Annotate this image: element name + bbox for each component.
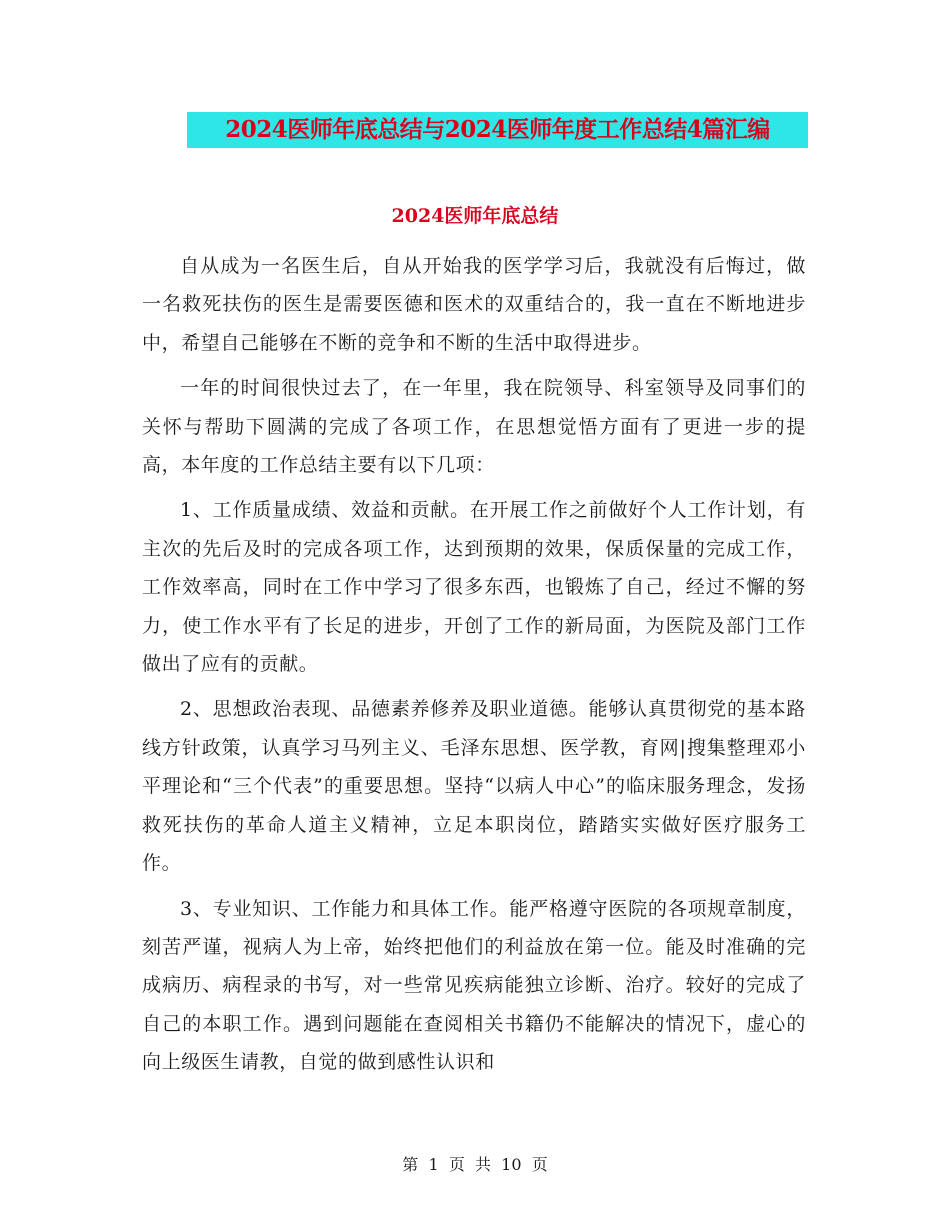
- paragraph: 2、思想政治表现、品德素养修养及职业道德。能够认真贯彻党的基本路线方针政策，认真学习马列主义、毛泽东思想、医学教，育网|搜集整理邓小平理论和“三个代表”的重要思想。坚持“以病人中心”的临床服务理念，发扬救死扶伤的革命人道主义精神，立足本职岗位，踏踏实实做好医疗服务工作。: [142, 698, 806, 875]
- document-body: [142, 247, 806, 1089]
- paragraph: 一年的时间很快过去了，在一年里，我在院领导、科室领导及同事们的关怀与帮助下圆满的完成了各项工作，在思想觉悟方面有了更进一步的提高，本年度的工作总结主要有以下几项：: [142, 377, 806, 477]
- paragraph: 3、专业知识、工作能力和具体工作。能严格遵守医院的各项规章制度，刻苦严谨，视病人为上帝，始终把他们的利益放在第一位。能及时准确的完成病历、病程录的书写，对一些常见疾病能独立诊断、治疗。较好的完成了自己的本职工作。遇到问题能在查阅相关书籍仍不能解决的情况下，虚心的向上级医生请教，自觉的做到感性认识和: [142, 897, 806, 1074]
- section-title: 2024医师年底总结: [391, 205, 559, 227]
- paragraph: 1、工作质量成绩、效益和贡献。在开展工作之前做好个人工作计划，有主次的先后及时的完成各项工作，达到预期的效果，保质保量的完成工作，工作效率高，同时在工作中学习了很多东西，也锻炼了自己，经过不懈的努力，使工作水平有了长足的进步，开创了工作的新局面，为医院及部门工作做出了应有的贡献。: [142, 499, 806, 676]
- document-title: 2024医师年底总结与2024医师年度工作总结4篇汇编: [187, 112, 808, 148]
- paragraph: 自从成为一名医生后，自从开始我的医学学习后，我就没有后悔过，做一名救死扶伤的医生是需要医德和医术的双重结合的，我一直在不断地进步中，希望自己能够在不断的竞争和不断的生活中取得进步。: [142, 255, 806, 354]
- page-footer: 第 1 页 共 10 页: [402, 1155, 548, 1174]
